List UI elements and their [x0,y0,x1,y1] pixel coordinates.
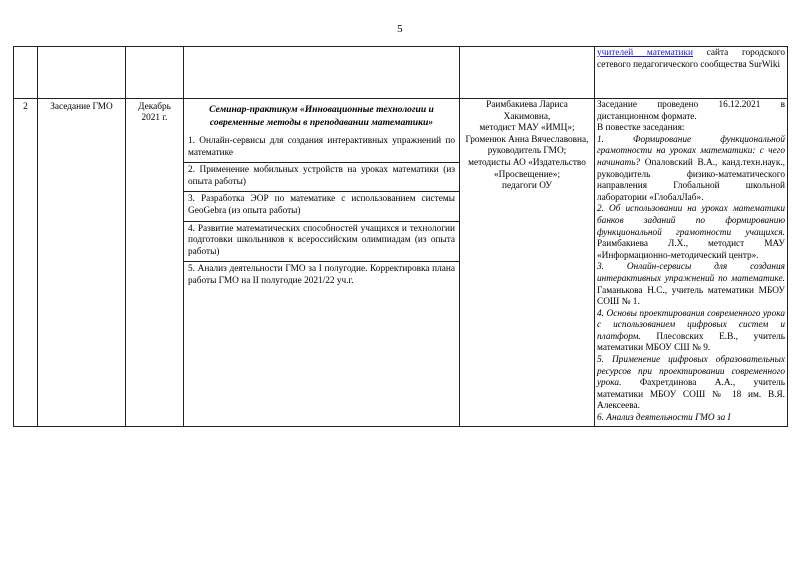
notes-intro-line: В повестке заседания: [597,123,685,134]
cell-people-empty [460,47,595,99]
cell-agenda [184,99,460,427]
surwiki-note-text: сайта городского сетевого педагогического сообщества SurWiki [597,48,785,70]
notes-intro-line: Заседание проведено 16.12.2021 в дистанционном формате. [597,100,785,122]
surwiki-teachers-link[interactable]: учителей математики [597,48,694,58]
agenda-item: 4. Развитие математических способностей учащихся и технологии подготовки школьников к всероссийским олимпиадам (из опыта работы) [184,221,459,262]
notes-item-author: Опаловский В.А., канд.техн.наук., руководитель физико-математического направления Глобальной школьной лаборатории «ГлобалЛаб». [597,157,785,203]
notes-item [597,355,785,413]
person-entry: Громенюк Анна Вячеславовна, [465,134,589,145]
notes-item [597,204,785,262]
notes-item [597,135,785,205]
cell-people [460,99,595,427]
agenda-item: 5. Анализ деятельности ГМО за I полугодие. Корректировка плана работы ГМО на II полугодие 2021/22 уч.г. [184,262,459,291]
notes-item-title: 2. Об использовании на уроках математики банков заданий по формированию функциональной грамотности учащихся. [597,204,785,238]
agenda-item: 2. Применение мобильных устройств на уроках математики (из опыта работы) [184,163,459,192]
notes-item [597,262,785,308]
notes-item [597,309,785,355]
agenda-item: 1. Онлайн-сервисы для создания интерактивных упражнений по математике [188,136,455,158]
cell-notes-continuation [595,47,788,99]
notes-item-author: Раимбакиева Л.Х., методист МАУ «Информационно-методический центр». [597,239,785,261]
notes-item-author: Гаманькова Н.С., учитель математики МБОУ СОШ № 1. [597,285,785,308]
notes-item-title: 4. Основы проектирования современного урока с использованием цифровых систем и платформ. [597,308,785,342]
notes-item-title: 1. Формирование функциональной грамотности на уроках математики: с чего начинать? [597,134,785,168]
agenda-list [184,134,459,291]
person-entry: Раимбакиева Лариса Хакимовна, [486,100,568,122]
person-entry: методист МАУ «ИМЦ»; [479,123,575,134]
person-entry: методисты АО «Издательство «Просвещение»; [468,157,586,180]
notes-item: 6. Анализ деятельности ГМО за I [597,413,731,424]
plan-table [13,46,788,427]
cell-event-date: Декабрь 2021 г. [126,99,184,427]
person-entry: руководитель ГМО; [487,146,567,157]
agenda-item: 3. Разработка ЭОР по математике с использованием системы GeoGebra (из опыта работы) [184,192,459,221]
table-row-continuation [14,47,788,99]
cell-number-empty [14,47,38,99]
cell-event-name: Заседание ГМО [38,99,126,427]
cell-notes [595,99,788,427]
table-row [14,99,788,427]
notes-item-author: Фахретдинова А.А., учитель математики МБОУ СОШ № 18 им. В.Я. Алексеева. [597,378,785,412]
person-entry: педагоги ОУ [502,181,552,192]
page-number: 5 [397,23,403,35]
cell-date-empty [126,47,184,99]
notes-item-title: 5. Применение цифровых образовательных ресурсов при проектировании современного урока. [597,355,785,389]
seminar-title: Семинар-практикум «Инновационные технологии и современные методы в преподавании математики» [209,104,434,128]
notes-item-title: 3. Онлайн-сервисы для создания интерактивных упражнений по математике. [597,262,785,284]
cell-event-empty [38,47,126,99]
notes-item-author: Плесовских Е.В., учитель математики МБОУ СШ № 9. [597,331,785,354]
cell-row-number: 2 [14,99,38,427]
cell-agenda-empty [184,47,460,99]
